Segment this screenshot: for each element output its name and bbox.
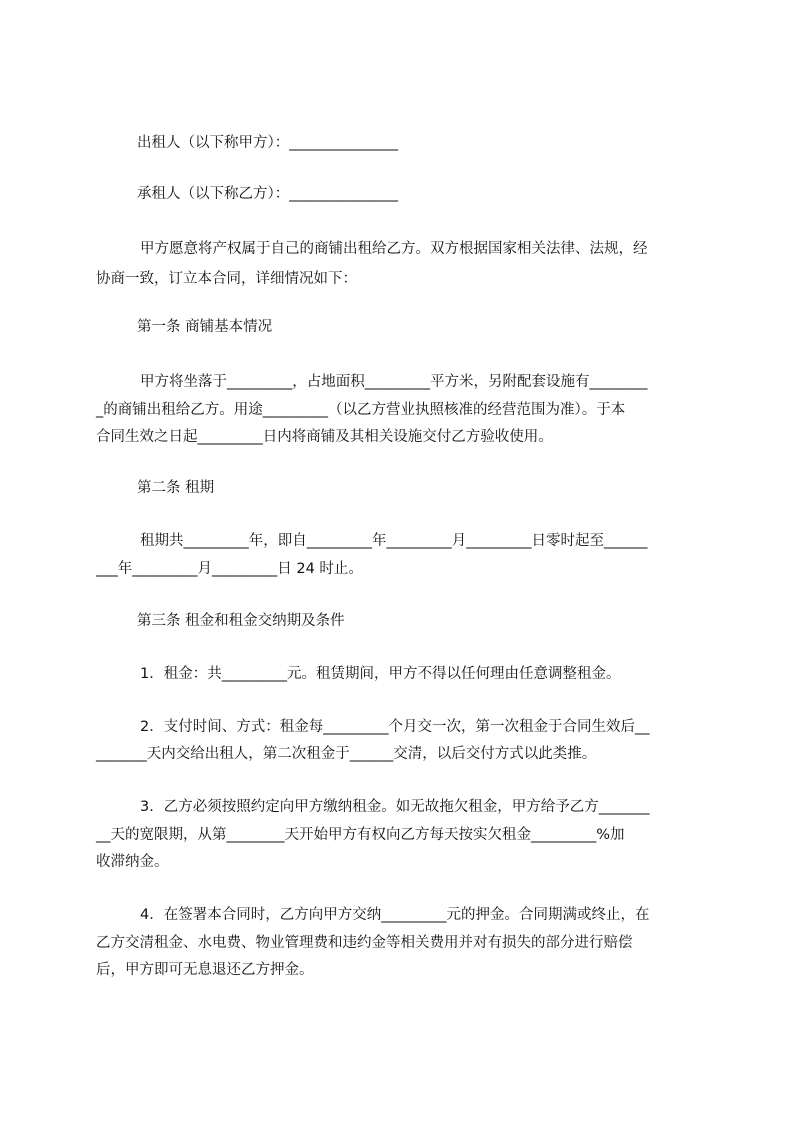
article2-line-1: 租期共_________年，即自_________年_________月_________日零时起至______ <box>140 533 648 549</box>
article2-line-2: ___年_________月_________日 24 时止。 <box>96 561 363 577</box>
lessor-line: 出租人（以下称甲方）：_______________ <box>137 135 398 151</box>
article1-line-3: 合同生效之日起_________日内将商铺及其相关设施交付乙方验收使用。 <box>96 429 553 445</box>
article3-item2-line-1: 2．支付时间、方式：租金每_________个月交一次，第一次租金于合同生效后__ <box>140 719 650 735</box>
article1-line-1: 甲方将坐落于_________，占地面积_________平方米，另附配套设施有________ <box>140 374 648 390</box>
article3-item1: 1．租金：共_________元。租赁期间，甲方不得以任何理由任意调整租金。 <box>140 666 621 682</box>
article3-item3-line-1: 3．乙方必须按照约定向甲方缴纳租金。如无故拖欠租金，甲方给予乙方_______ <box>140 799 650 815</box>
lessee-line: 承租人（以下称乙方）：_______________ <box>137 186 398 202</box>
article1-heading: 第一条 商铺基本情况 <box>137 319 273 335</box>
article3-item3-line-2: __天的宽限期，从第________天开始甲方有权向乙方每天按实欠租金_________%加 <box>96 827 625 843</box>
article3-item4-line-2: 乙方交清租金、水电费、物业管理费和违约金等相关费用并对有损失的部分进行赔偿 <box>96 935 633 951</box>
article2-heading: 第二条 租期 <box>137 480 215 496</box>
article1-line-2: _的商铺出租给乙方。用途_________（以乙方营业执照核准的经营范围为准）。于本 <box>96 402 626 418</box>
article3-item4-line-3: 后，甲方即可无息退还乙方押金。 <box>96 962 314 978</box>
article3-item3-line-3: 收滞纳金。 <box>96 854 169 870</box>
article3-heading: 第三条 租金和租金交纳期及条件 <box>137 613 345 629</box>
intro-line-1: 甲方愿意将产权属于自己的商铺出租给乙方。双方根据国家相关法律、法规，经 <box>140 241 648 257</box>
article3-item2-line-2: _______天内交给出租人，第二次租金于______交清，以后交付方式以此类推。 <box>96 746 597 762</box>
article3-item4-line-1: 4．在签署本合同时，乙方向甲方交纳_________元的押金。合同期满或终止，在 <box>140 907 650 923</box>
intro-line-2: 协商一致，订立本合同，详细情况如下： <box>96 271 357 287</box>
